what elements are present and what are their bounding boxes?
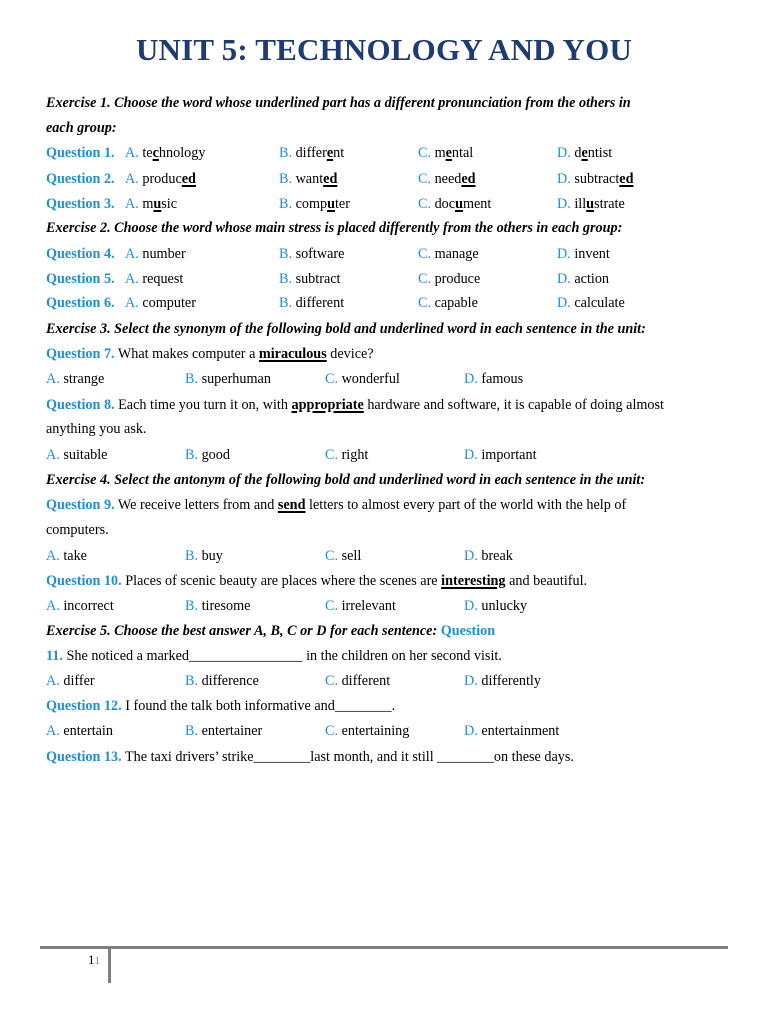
option-b: B. tiresome bbox=[185, 598, 251, 614]
option-b: B. difference bbox=[185, 673, 259, 689]
exercise-4-heading: Exercise 4. Select the antonym of the following bold and underlined word in each sentence in the unit: bbox=[46, 472, 646, 488]
question-label: Question 13. bbox=[46, 749, 122, 765]
question-10: Question 10. Places of scenic beauty are places where the scenes are interesting and beautiful. bbox=[46, 573, 588, 589]
question-8-cont: anything you ask. bbox=[46, 421, 147, 437]
question-label: Question 9. bbox=[46, 497, 115, 513]
question-label: Question 10. bbox=[46, 573, 122, 589]
keyword: appropriate bbox=[291, 397, 364, 413]
option-d: D. unlucky bbox=[464, 598, 528, 614]
option-c: C. different bbox=[325, 673, 391, 689]
page-number: 11 bbox=[88, 952, 100, 967]
question-12: Question 12. I found the talk both informative and________. bbox=[46, 698, 396, 714]
question-label: Question 12. bbox=[46, 698, 122, 714]
option-b: B. computer bbox=[279, 196, 350, 212]
question-label: Question 2. bbox=[46, 171, 115, 187]
option-b: B. superhuman bbox=[185, 371, 271, 387]
page-title: UNIT 5: TECHNOLOGY AND YOU bbox=[135, 32, 633, 67]
option-d: D. calculate bbox=[557, 295, 625, 311]
keyword: send bbox=[277, 497, 306, 513]
option-c: C. right bbox=[325, 447, 369, 463]
option-c: C. entertaining bbox=[325, 723, 410, 739]
option-c: C. irrelevant bbox=[325, 598, 396, 614]
option-c: C. manage bbox=[418, 246, 479, 262]
question-4 bbox=[46, 245, 726, 263]
option-b: B. entertainer bbox=[185, 723, 263, 739]
option-a: A. produced bbox=[125, 171, 196, 187]
question-label: Question 8. bbox=[46, 397, 115, 413]
question-label: Question 4. bbox=[46, 246, 115, 262]
question-8: Question 8. Each time you turn it on, with appropriate hardware and software, it is capable of doing almost bbox=[46, 397, 664, 413]
option-b: B. subtract bbox=[279, 271, 341, 287]
option-c: C. produce bbox=[418, 271, 481, 287]
exercise-1-heading: Exercise 1. Choose the word whose underlined part has a different pronunciation from the others in bbox=[46, 95, 631, 111]
option-b: B. different bbox=[279, 295, 345, 311]
option-d: D. action bbox=[557, 271, 610, 287]
exercise-5-heading: Exercise 5. Choose the best answer A, B, C or D for each sentence: Question bbox=[46, 623, 496, 639]
keyword: miraculous bbox=[258, 346, 327, 362]
option-b: B. wanted bbox=[279, 171, 338, 187]
question-label: 11. bbox=[46, 648, 63, 664]
question-5 bbox=[46, 270, 726, 288]
option-a: A. request bbox=[125, 271, 184, 287]
question-11: 11. She noticed a marked________________ in the children on her second visit. bbox=[46, 648, 502, 664]
question-2 bbox=[46, 170, 726, 188]
option-d: D. famous bbox=[464, 371, 524, 387]
option-b: B. different bbox=[279, 145, 345, 161]
question-7: Question 7. What makes computer a miraculous device? bbox=[46, 346, 374, 362]
option-b: B. software bbox=[279, 246, 345, 262]
option-b: B. buy bbox=[185, 548, 223, 564]
option-c: C. needed bbox=[418, 171, 476, 187]
question-6 bbox=[46, 294, 726, 312]
option-d: D. subtracted bbox=[557, 171, 634, 187]
option-d: D. illustrate bbox=[557, 196, 625, 212]
question-label: Question 1. bbox=[46, 145, 115, 161]
option-a: A. computer bbox=[125, 295, 196, 311]
option-a: A. music bbox=[125, 196, 178, 212]
option-c: C. mental bbox=[418, 145, 474, 161]
option-a: A. take bbox=[46, 548, 87, 564]
question-label: Question 6. bbox=[46, 295, 115, 311]
option-b: B. good bbox=[185, 447, 230, 463]
option-d: D. differently bbox=[464, 673, 541, 689]
option-c: C. sell bbox=[325, 548, 362, 564]
exercise-2-heading: Exercise 2. Choose the word whose main stress is placed differently from the others in each group: bbox=[46, 220, 623, 236]
question-9: Question 9. We receive letters from and send letters to almost every part of the world with the help of bbox=[46, 497, 627, 513]
option-a: A. technology bbox=[125, 145, 206, 161]
question-9-cont: computers. bbox=[46, 522, 109, 538]
exercise-3-heading: Exercise 3. Select the synonym of the following bold and underlined word in each sentence in the unit: bbox=[46, 321, 646, 337]
option-a: A. entertain bbox=[46, 723, 113, 739]
question-1 bbox=[46, 144, 726, 162]
option-a: A. strange bbox=[46, 371, 105, 387]
question-label: Question 3. bbox=[46, 196, 115, 212]
option-d: D. break bbox=[464, 548, 513, 564]
option-d: D. invent bbox=[557, 246, 610, 262]
question-label: Question 5. bbox=[46, 271, 115, 287]
question-13: Question 13. The taxi drivers’ strike________last month, and it still ________on these days. bbox=[46, 749, 574, 765]
option-d: D. entertainment bbox=[464, 723, 560, 739]
option-d: D. important bbox=[464, 447, 537, 463]
option-a: A. number bbox=[125, 246, 186, 262]
option-a: A. incorrect bbox=[46, 598, 114, 614]
option-c: C. wonderful bbox=[325, 371, 400, 387]
option-a: A. differ bbox=[46, 673, 95, 689]
option-a: A. suitable bbox=[46, 447, 108, 463]
question-3 bbox=[46, 195, 726, 213]
exercise-1-heading-cont: each group: bbox=[46, 120, 117, 136]
option-c: C. document bbox=[418, 196, 492, 212]
question-label: Question 7. bbox=[46, 346, 115, 362]
footer-vertical-bar bbox=[108, 949, 111, 983]
option-d: D. dentist bbox=[557, 145, 613, 161]
keyword: interesting bbox=[441, 573, 506, 589]
footer-divider bbox=[40, 946, 728, 949]
option-c: C. capable bbox=[418, 295, 478, 311]
